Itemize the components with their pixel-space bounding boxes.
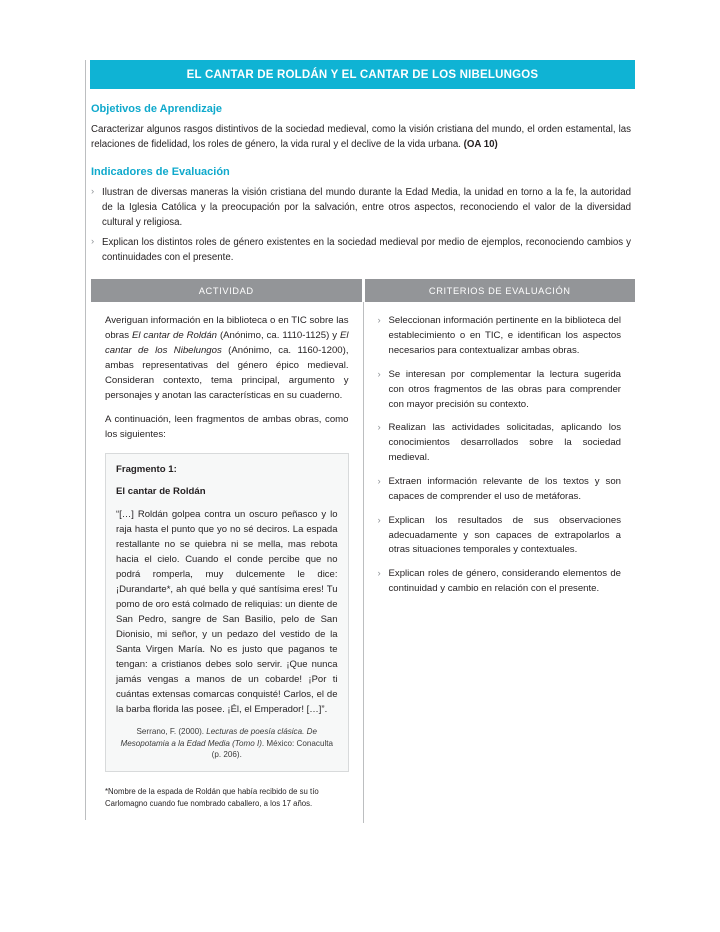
source-book-title: Lecturas de poesía clásica. De Mesopotamia a la Edad Media (Tomo I) <box>120 726 317 748</box>
activity-paragraph-2: A continuación, leen fragmentos de ambas obras, como los siguientes: <box>105 414 349 441</box>
fragment-label: Fragmento 1: <box>116 464 177 476</box>
list-item <box>378 567 622 597</box>
fragment-box <box>105 453 349 772</box>
objetivos-code: (OA 10) <box>463 139 498 151</box>
indicadores-list <box>91 185 631 265</box>
activity-paragraph-1 <box>105 314 349 403</box>
list-item <box>378 421 622 466</box>
column-header-actividad: ACTIVIDAD <box>91 279 363 302</box>
activity-text-part: Averiguan información en la biblioteca o en TIC sobre las obras <box>105 315 349 342</box>
activity-cell <box>91 302 363 823</box>
chevron-right-icon: › <box>377 315 381 327</box>
list-item <box>91 235 631 265</box>
work-title-roldan: El cantar de Roldán <box>131 330 218 342</box>
list-item-label: Explican roles de género, considerando elementos de continuidad y cambio en relación con el presente. <box>388 568 621 595</box>
chevron-right-icon: › <box>91 236 95 248</box>
chevron-right-icon: › <box>377 514 381 526</box>
list-item <box>378 314 622 359</box>
footnote-text: *Nombre de la espada de Roldán que había recibido de su tío Carlomagno cuando fue nombrado caballero, a los 17 años. <box>105 787 319 808</box>
document-page <box>85 60 635 823</box>
section-heading-objetivos: Objetivos de Aprendizaje <box>91 103 223 115</box>
fragment-source <box>116 726 338 761</box>
list-item-label: Realizan las actividades solicitadas, aplicando los conocimientos desarrollados sobre la sociedad medieval. <box>388 422 621 464</box>
criteria-list <box>378 314 622 597</box>
objetivos-text: Caracterizar algunos rasgos distintivos de la sociedad medieval, como la visión cristiana del mundo, el orden estamental, las relaciones de fidelidad, los roles de género, la vida rural y el declive de la vida urbana. <box>91 124 631 151</box>
source-author: Serrano, F. (2000). <box>136 726 207 736</box>
list-item-label: Seleccionan información pertinente en la biblioteca del establecimiento o en TIC, e identifican los aspectos necesarios para contextualizar ambas obras. <box>388 315 621 356</box>
section-heading-indicadores: Indicadores de Evaluación <box>91 166 230 179</box>
criteria-cell <box>363 302 635 823</box>
source-publisher: . México: Conaculta (p. 206). <box>211 738 333 760</box>
activity-text-part: (Anónimo, ca. 1160-1200), ambas representativas del género épico medieval. Consideran contexto, tema principal, argumento y personajes y anotan las características en su cuaderno. <box>105 344 349 401</box>
table-header-row <box>91 279 635 302</box>
activity-table <box>91 279 635 823</box>
list-item-label: Explican los resultados de sus observaciones adecuadamente y son capaces de extrapolarlos a otras situaciones temporales y contextuales. <box>388 514 621 556</box>
list-item <box>91 185 631 230</box>
work-title-nibelungos: El cantar de los Nibelungos <box>105 330 349 356</box>
chevron-right-icon: › <box>377 475 381 487</box>
list-item <box>378 514 622 559</box>
chevron-right-icon: › <box>91 186 95 198</box>
objetivos-paragraph <box>91 122 631 152</box>
list-item <box>378 368 622 413</box>
list-item-label: Explican los distintos roles de género existentes en la sociedad medieval por medio de ejemplos, reconociendo cambios y continuidades con el presente. <box>102 237 631 264</box>
list-item-label: Ilustran de diversas maneras la visión cristiana del mundo durante la Edad Media, la unidad en torno a la fe, la autoridad de la Iglesia Católica y la preocupación por la salvación, entre otros aspectos, reconociendo el valor de la diversidad cultural y religiosa. <box>102 187 631 229</box>
chevron-right-icon: › <box>377 568 381 580</box>
list-item-label: Extraen información relevante de los textos y son capaces de comprender el uso de metáforas. <box>388 475 621 502</box>
list-item-label: Se interesan por complementar la lectura sugerida con otros fragmentos de las obras para comprender con mayor precisión su contexto. <box>388 368 621 410</box>
fragment-text: “[…] Roldán golpea contra un oscuro peñasco y lo raja hasta el punto que yo no sé deciros. La espada restallante no se quiebra ni se mella, mas rebota hacia el cielo. Cuando el conde percibe que no podrá romperla, muy dulcemente le dice: ¡Durandarte*, ah qué bella y qué santísima eres! Tu pomo de oro está colmado de reliquias: un diente de San Pedro, sangre de San Basilio, pelo de San Dionisio, mi señor, y un pedazo del vestido de la Santa Virgen María. No es justo que paganos te tengan: a cristianos debes solo servir. ¡Que nunca jamás vengas a manos de un cobarde! ¡Por ti cuántas extensas comarcas conquisté! Carlos, el de la barba florida las posee. ¡Él, el Emperador! […]”. <box>116 508 338 715</box>
table-row <box>91 302 635 823</box>
chevron-right-icon: › <box>377 422 381 434</box>
list-item <box>378 475 622 505</box>
activity-text-part: (Anónimo, ca. 1110-1125) y <box>217 330 340 342</box>
page-title: EL CANTAR DE ROLDÁN Y EL CANTAR DE LOS NIBELUNGOS <box>90 60 635 89</box>
chevron-right-icon: › <box>377 368 381 380</box>
fragment-title: El cantar de Roldán <box>116 485 206 497</box>
column-header-criterios: CRITERIOS DE EVALUACIÓN <box>363 279 635 302</box>
